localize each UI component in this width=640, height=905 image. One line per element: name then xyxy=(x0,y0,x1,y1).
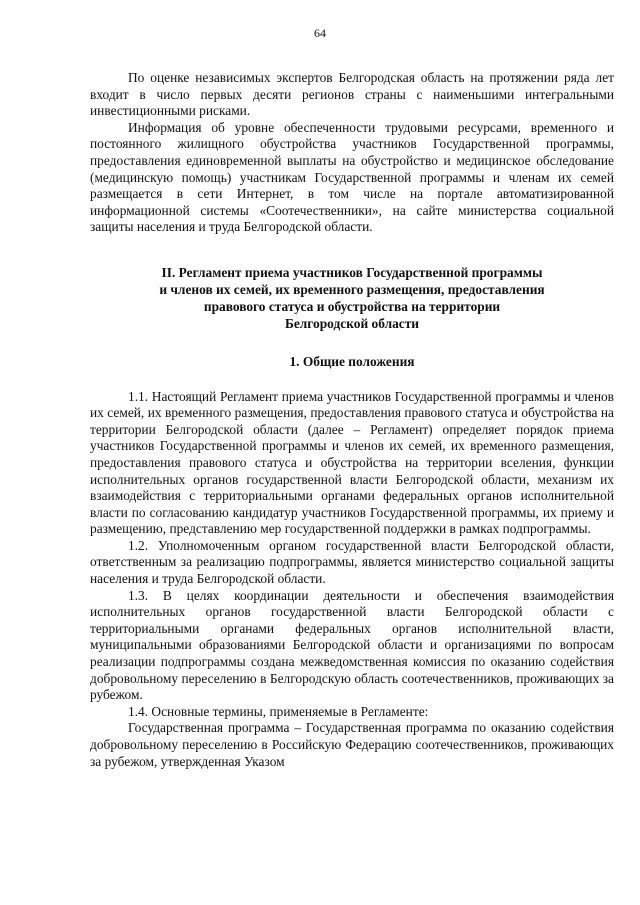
intro-paragraph-1: По оценке независимых экспертов Белгородская область на протяжении ряда лет входит в число первых десяти регионов страны с наименьшими интегральными инвестиционными рисками. xyxy=(90,70,614,119)
intro-paragraph-2: Информация об уровне обеспеченности трудовыми ресурсами, временного и постоянного жилищного обустройства участников Государственной программы, предоставления единовременной выплаты на обустройство и медицинское обследование (медицинскую помощь) участникам Государственной программы и членам их семей размещается в сети Интернет, в том числе на портале автоматизированной информационной системы «Соотечественники», на сайте министерства социальной защиты населения и труда Белгородской области. xyxy=(90,119,614,235)
paragraph-1-4: 1.4. Основные термины, применяемые в Регламенте: xyxy=(128,703,429,719)
section-title-line: правового статуса и обустройства на территории xyxy=(203,298,501,314)
section-title-line: II. Регламент приема участников Государственной программы xyxy=(161,264,543,280)
section-title xyxy=(90,264,614,332)
paragraph-1-3: 1.3. В целях координации деятельности и обеспечения взаимодействия исполнительных органов государственной власти Белгородской области с территориальными органами федеральных органов исполнительной власти, муниципальными образованиями Белгородской области и организациями по вопросам реализации подпрограммы создана межведомственная комиссия по оказанию содействия добровольному переселению в Белгородскую область соотечественников, проживающих за рубежом. xyxy=(90,587,614,703)
section-title-line: и членов их семей, их временного размещения, предоставления xyxy=(159,281,545,297)
paragraph-1-1: 1.1. Настоящий Регламент приема участников Государственной программы и членов их семей, их временного размещения, предоставления правового статуса и обустройства на территории Белгородской области (далее – Регламент) определяет порядок приема участников Государственной программы и членов их семей, их временного размещения, предоставления правового статуса и обустройства на территории вселения, функции исполнительных органов государственной власти Белгородской области, механизм их взаимодействия с территориальными органами федеральных органов исполнительной власти по согласованию кандидатур участников Государственной программы, их приему и размещению, представлению мер государственной поддержки в рамках подпрограммы. xyxy=(90,388,614,537)
paragraph-1-2: 1.2. Уполномоченным органом государственной власти Белгородской области, ответственным за реализацию подпрограммы, является министерство социальной защиты населения и труда Белгородской области. xyxy=(90,537,614,587)
section-title-line: Белгородской области xyxy=(284,315,420,331)
paragraph-definition: Государственная программа – Государственная программа по оказанию содействия добровольному переселению в Российскую Федерацию соотечественников, проживающих за рубежом, утвержденная Указом xyxy=(90,720,614,769)
document-body xyxy=(90,70,614,770)
subsection-title: 1. Общие положения xyxy=(289,353,415,369)
page-number: 64 xyxy=(314,26,326,40)
